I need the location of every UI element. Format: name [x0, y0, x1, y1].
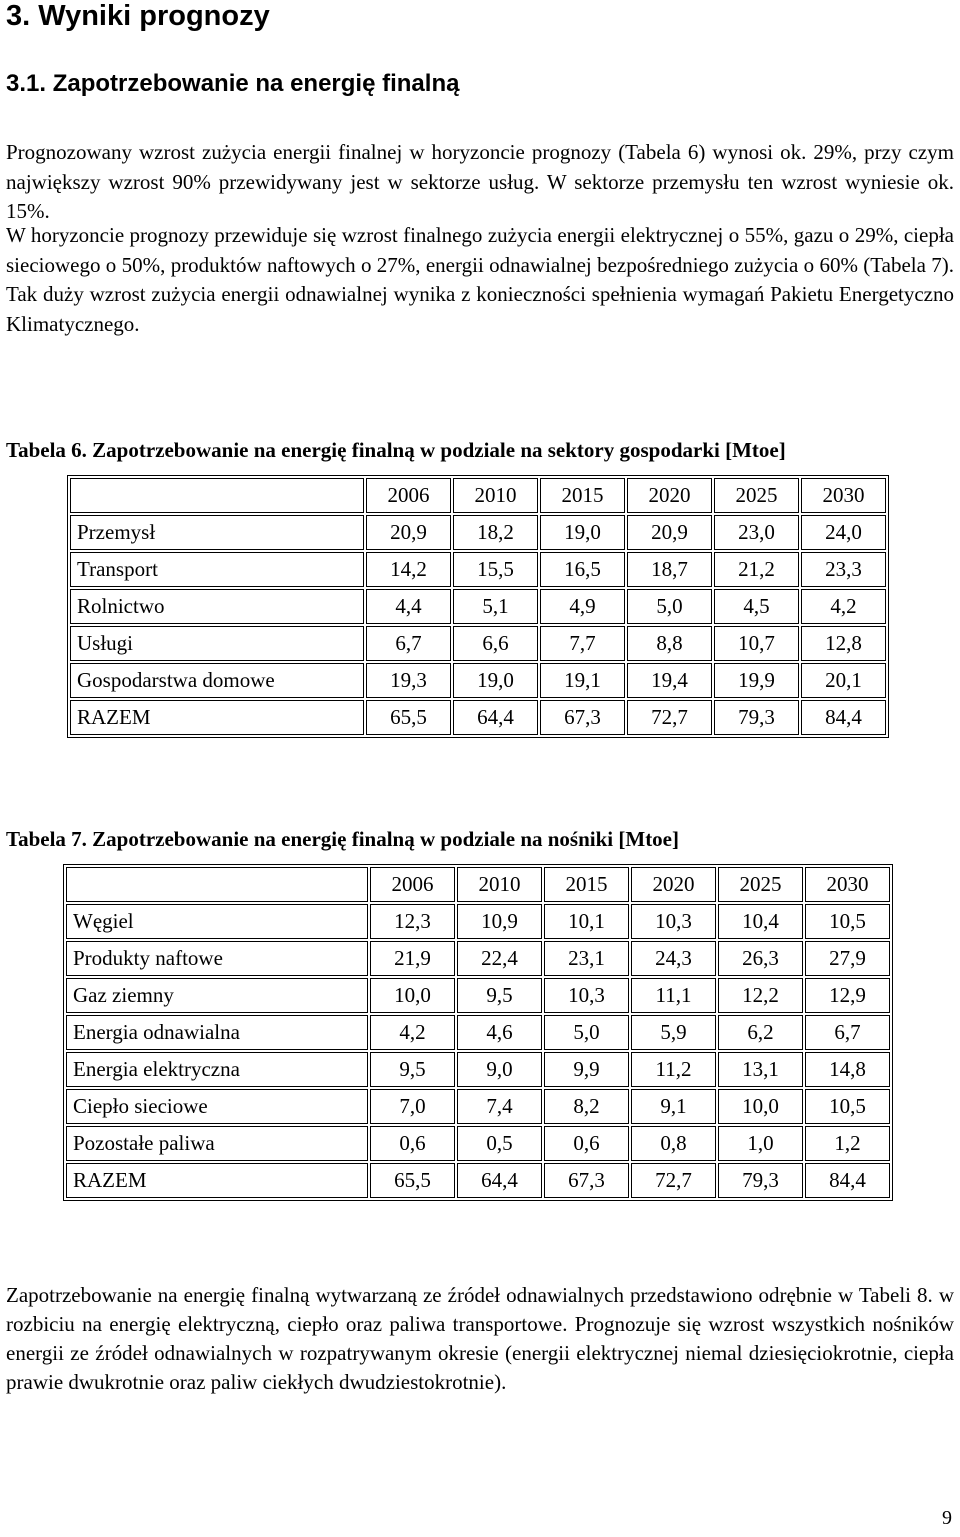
table-cell: 5,0: [627, 589, 712, 624]
table-cell: 19,9: [714, 663, 799, 698]
table6-header-row: [70, 478, 886, 513]
table6-year-header: 2006: [366, 478, 451, 513]
table-cell: 19,0: [453, 663, 538, 698]
table-cell: 10,9: [457, 904, 542, 939]
table-cell: 10,0: [370, 978, 455, 1013]
row-label: Produkty naftowe: [66, 941, 368, 976]
table-cell: 4,5: [714, 589, 799, 624]
table-cell: 1,2: [805, 1126, 890, 1161]
table-cell: 13,1: [718, 1052, 803, 1087]
table7: [63, 864, 893, 1201]
table-cell: 21,2: [714, 552, 799, 587]
row-label: Energia elektryczna: [66, 1052, 368, 1087]
table-row: [70, 700, 886, 735]
table7-year-header: 2010: [457, 867, 542, 902]
table-cell: 64,4: [457, 1163, 542, 1198]
table-cell: 6,6: [453, 626, 538, 661]
table-cell: 20,9: [366, 515, 451, 550]
table-cell: 11,2: [631, 1052, 716, 1087]
table-cell: 0,6: [544, 1126, 629, 1161]
table-cell: 4,2: [801, 589, 886, 624]
table-cell: 0,8: [631, 1126, 716, 1161]
table-cell: 10,7: [714, 626, 799, 661]
row-label: Transport: [70, 552, 364, 587]
paragraph-carriers: W horyzoncie prognozy przewiduje się wzrost finalnego zużycia energii elektrycznej o 55%, gazu o 29%, ciepła sieciowego o 50%, produktów naftowych o 27%, energii odnawialnej bezpośredniego zużycia o 60% (Tabela 7). Tak duży wzrost zużycia energii odnawialnej wynika z konieczności spełnienia wymagań Pakietu Energetyczno Klimatycznego.: [6, 223, 954, 336]
table-cell: 72,7: [627, 700, 712, 735]
table-row: [70, 515, 886, 550]
table-cell: 12,9: [805, 978, 890, 1013]
table-cell: 24,0: [801, 515, 886, 550]
table-cell: 19,4: [627, 663, 712, 698]
table-cell: 65,5: [366, 700, 451, 735]
table-cell: 10,0: [718, 1089, 803, 1124]
row-label: Gospodarstwa domowe: [70, 663, 364, 698]
table7-body: [66, 867, 890, 1198]
table-row: [66, 1126, 890, 1161]
table6-body: [70, 478, 886, 735]
row-label: RAZEM: [66, 1163, 368, 1198]
table-cell: 23,3: [801, 552, 886, 587]
row-label: Rolnictwo: [70, 589, 364, 624]
table-cell: 79,3: [718, 1163, 803, 1198]
table-cell: 12,3: [370, 904, 455, 939]
table6: [67, 475, 889, 738]
table-cell: 22,4: [457, 941, 542, 976]
table-cell: 79,3: [714, 700, 799, 735]
table6-year-header: 2020: [627, 478, 712, 513]
table7-header-blank: [66, 867, 368, 902]
table-cell: 12,8: [801, 626, 886, 661]
table-row: [66, 1163, 890, 1198]
table-cell: 9,5: [457, 978, 542, 1013]
subsection-title: 3.1. Zapotrzebowanie na energię finalną: [6, 70, 460, 97]
table-cell: 0,6: [370, 1126, 455, 1161]
table-row: [66, 1052, 890, 1087]
table-cell: 84,4: [801, 700, 886, 735]
table-cell: 24,3: [631, 941, 716, 976]
table-cell: 20,9: [627, 515, 712, 550]
table-cell: 7,0: [370, 1089, 455, 1124]
row-label: Usługi: [70, 626, 364, 661]
table-cell: 4,6: [457, 1015, 542, 1050]
table-cell: 7,7: [540, 626, 625, 661]
table-cell: 4,2: [370, 1015, 455, 1050]
table-cell: 19,3: [366, 663, 451, 698]
table-cell: 6,7: [366, 626, 451, 661]
table-cell: 84,4: [805, 1163, 890, 1198]
table-cell: 4,4: [366, 589, 451, 624]
table6-year-header: 2010: [453, 478, 538, 513]
table6-caption: Tabela 6. Zapotrzebowanie na energię finalną w podziale na sektory gospodarki [Mtoe]: [6, 438, 786, 462]
table-cell: 9,9: [544, 1052, 629, 1087]
table-cell: 10,1: [544, 904, 629, 939]
row-label: Pozostałe paliwa: [66, 1126, 368, 1161]
table-cell: 14,2: [366, 552, 451, 587]
page-number: 9: [942, 1507, 952, 1529]
table-cell: 19,0: [540, 515, 625, 550]
table-cell: 6,2: [718, 1015, 803, 1050]
table-cell: 23,1: [544, 941, 629, 976]
table-cell: 20,1: [801, 663, 886, 698]
row-label: Przemysł: [70, 515, 364, 550]
table-cell: 10,4: [718, 904, 803, 939]
table-row: [66, 941, 890, 976]
paragraph-intro: Prognozowany wzrost zużycia energii finalnej w horyzoncie prognozy (Tabela 6) wynosi ok. 29%, przy czym największy wzrost 90% przewidywany jest w sektorze usług. W sektorze przemysłu ten wzrost wyniesie ok. 15%.: [6, 140, 954, 223]
table-cell: 21,9: [370, 941, 455, 976]
table-cell: 15,5: [453, 552, 538, 587]
table7-year-header: 2006: [370, 867, 455, 902]
table-cell: 1,0: [718, 1126, 803, 1161]
table-cell: 5,9: [631, 1015, 716, 1050]
table-cell: 14,8: [805, 1052, 890, 1087]
table-cell: 18,7: [627, 552, 712, 587]
table-row: [66, 1015, 890, 1050]
table-cell: 10,5: [805, 1089, 890, 1124]
table-cell: 72,7: [631, 1163, 716, 1198]
table-row: [66, 1089, 890, 1124]
table7-caption: Tabela 7. Zapotrzebowanie na energię finalną w podziale na nośniki [Mtoe]: [6, 827, 679, 851]
table7-year-header: 2030: [805, 867, 890, 902]
table-cell: 5,1: [453, 589, 538, 624]
table-cell: 10,5: [805, 904, 890, 939]
table-row: [70, 626, 886, 661]
table-cell: 67,3: [540, 700, 625, 735]
table-cell: 4,9: [540, 589, 625, 624]
table-cell: 26,3: [718, 941, 803, 976]
row-label: Energia odnawialna: [66, 1015, 368, 1050]
table-cell: 7,4: [457, 1089, 542, 1124]
table-cell: 6,7: [805, 1015, 890, 1050]
table-row: [70, 663, 886, 698]
table-row: [66, 978, 890, 1013]
table-cell: 8,2: [544, 1089, 629, 1124]
section-title: 3. Wyniki prognozy: [6, 0, 270, 32]
row-label: Ciepło sieciowe: [66, 1089, 368, 1124]
table-cell: 9,5: [370, 1052, 455, 1087]
row-label: Gaz ziemny: [66, 978, 368, 1013]
table7-header-row: [66, 867, 890, 902]
table6-header-blank: [70, 478, 364, 513]
table-cell: 27,9: [805, 941, 890, 976]
table-cell: 0,5: [457, 1126, 542, 1161]
paragraph-renewables: Zapotrzebowanie na energię finalną wytwarzaną ze źródeł odnawialnych przedstawiono odrębnie w Tabeli 8. w rozbiciu na energię elektryczną, ciepło oraz paliwa transportowe. Prognozuje się wzrost wszystkich nośników energii ze źródeł odnawialnych w rozpatrywanym okresie (energii elektrycznej niemal dziesięciokrotnie, ciepła prawie dwukrotnie oraz paliw ciekłych dwudziestokrotnie).: [6, 1283, 954, 1394]
table-row: [70, 589, 886, 624]
table-cell: 65,5: [370, 1163, 455, 1198]
table-cell: 11,1: [631, 978, 716, 1013]
table-row: [70, 552, 886, 587]
table-cell: 10,3: [544, 978, 629, 1013]
row-label: Węgiel: [66, 904, 368, 939]
table-cell: 9,1: [631, 1089, 716, 1124]
table-cell: 5,0: [544, 1015, 629, 1050]
table7-year-header: 2025: [718, 867, 803, 902]
table6-year-header: 2015: [540, 478, 625, 513]
table-row: [66, 904, 890, 939]
table-cell: 12,2: [718, 978, 803, 1013]
table6-year-header: 2025: [714, 478, 799, 513]
table7-year-header: 2015: [544, 867, 629, 902]
row-label: RAZEM: [70, 700, 364, 735]
table-cell: 10,3: [631, 904, 716, 939]
table-cell: 67,3: [544, 1163, 629, 1198]
table6-year-header: 2030: [801, 478, 886, 513]
table-cell: 16,5: [540, 552, 625, 587]
table-cell: 9,0: [457, 1052, 542, 1087]
table7-year-header: 2020: [631, 867, 716, 902]
table-cell: 23,0: [714, 515, 799, 550]
table-cell: 18,2: [453, 515, 538, 550]
table-cell: 8,8: [627, 626, 712, 661]
table-cell: 19,1: [540, 663, 625, 698]
table-cell: 64,4: [453, 700, 538, 735]
